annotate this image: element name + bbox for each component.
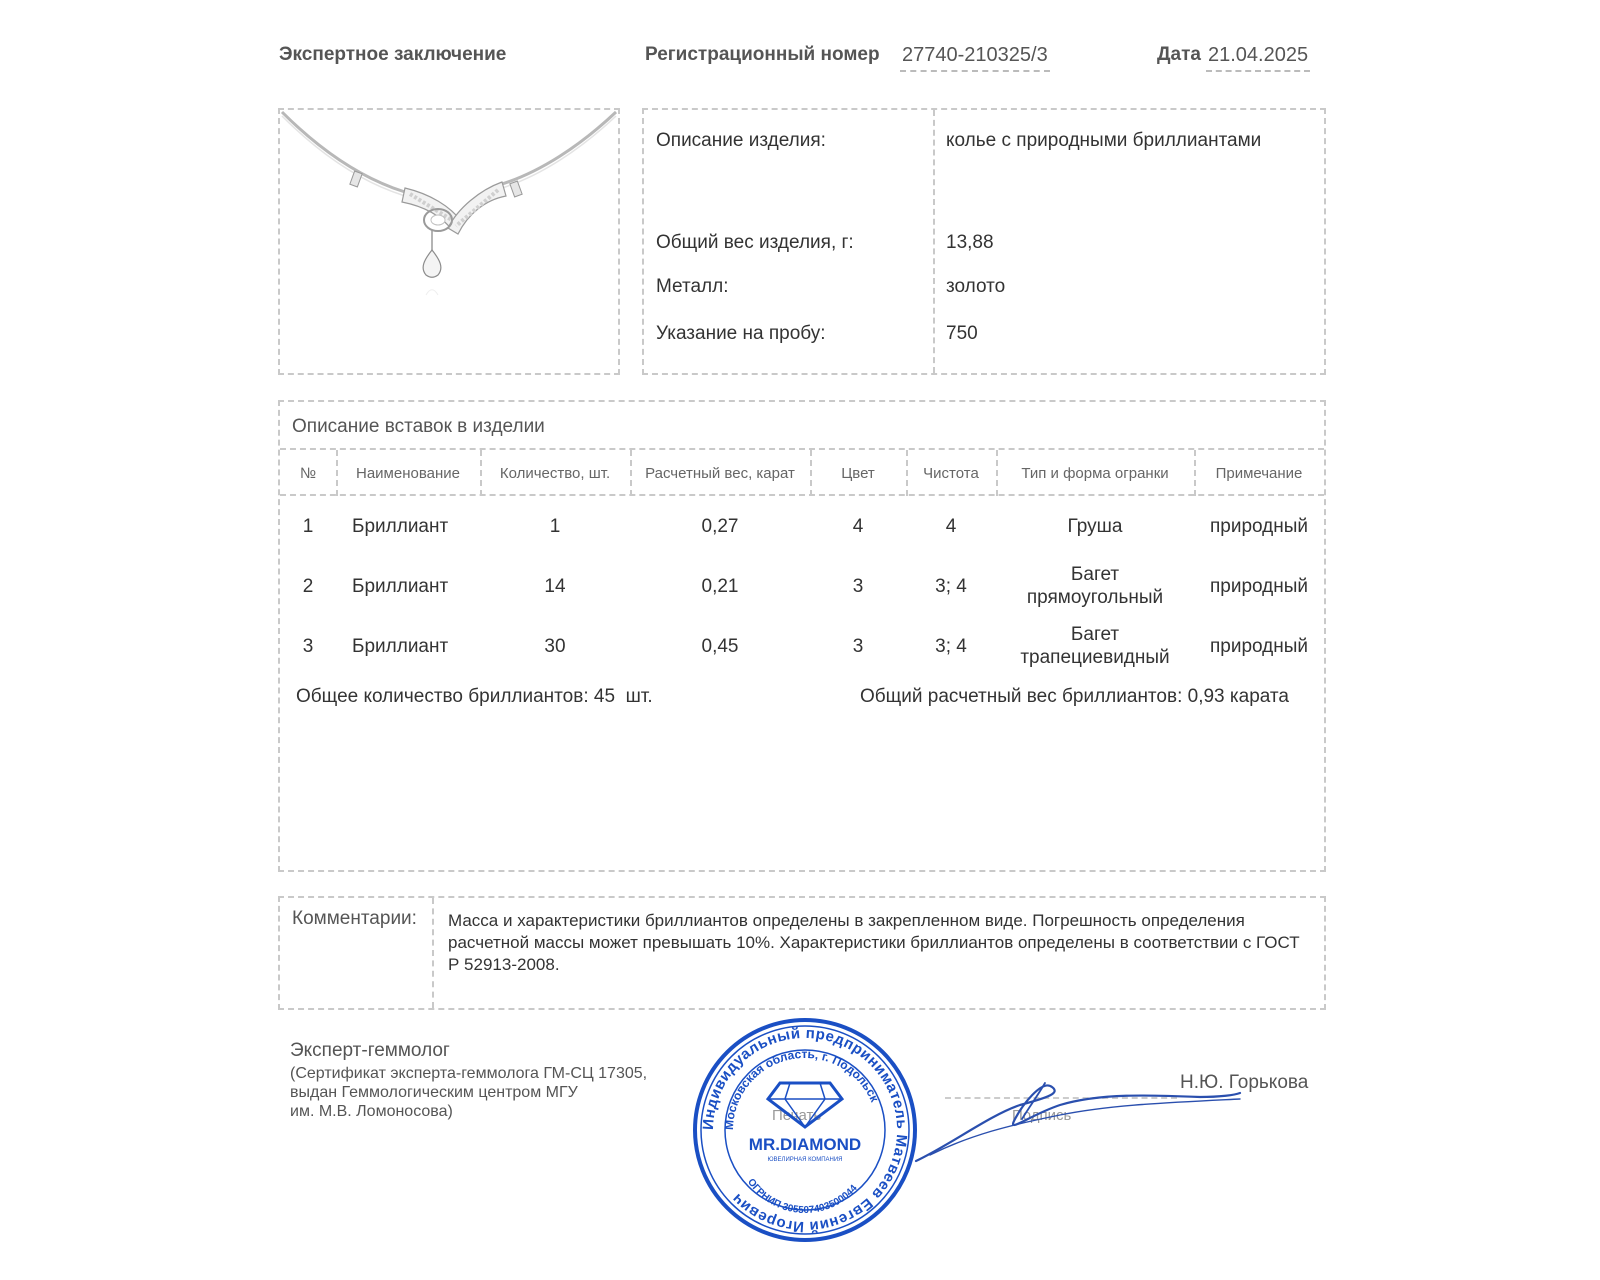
row-color: 3 bbox=[852, 575, 864, 597]
row-cut-line1: Груша bbox=[1067, 515, 1123, 537]
seal-inner-text: Московская область, г. Подольск bbox=[721, 1046, 882, 1131]
row-cut-line2: трапециевидный bbox=[1020, 647, 1170, 668]
reg-number-value: 27740-210325/3 bbox=[900, 44, 1050, 72]
row-clarity: 3; 4 bbox=[935, 635, 967, 657]
product-hallmark-label: Указание на пробу: bbox=[656, 323, 826, 344]
seal-outer-text: Индивидуальный предприниматель Матвеев Евгений Игоревич bbox=[699, 1024, 911, 1236]
comments-box bbox=[278, 896, 1326, 1010]
reg-number-label: Регистрационный номер bbox=[645, 44, 880, 65]
comments-divider bbox=[432, 898, 434, 1008]
seal-brand-sub: ЮВЕЛИРНАЯ КОМПАНИЯ bbox=[767, 1157, 843, 1163]
necklace-image bbox=[280, 110, 618, 373]
column-header-number: № bbox=[299, 464, 317, 482]
date-label: Дата bbox=[1157, 44, 1201, 65]
total-count: Общее количество бриллиантов: 45 шт. bbox=[296, 686, 653, 707]
document-title: Экспертное заключение bbox=[279, 44, 507, 65]
inserts-box bbox=[278, 400, 1326, 872]
table-row bbox=[280, 616, 1330, 676]
expert-name: Н.Ю. Горькова bbox=[1180, 1072, 1309, 1093]
row-quantity: 30 bbox=[544, 635, 566, 657]
row-name: Бриллиант bbox=[352, 635, 449, 657]
row-cut-line1: Багет bbox=[1070, 624, 1120, 645]
company-seal bbox=[690, 1015, 920, 1245]
row-cut bbox=[996, 616, 1194, 676]
row-cut-line1: Багет bbox=[1070, 564, 1120, 585]
row-name: Бриллиант bbox=[352, 515, 449, 537]
total-weight: Общий расчетный вес бриллиантов: 0,93 карата bbox=[860, 686, 1289, 707]
row-weight: 0,45 bbox=[701, 635, 739, 657]
product-details-divider bbox=[933, 110, 935, 373]
row-weight: 0,27 bbox=[701, 515, 739, 537]
product-metal-value: золото bbox=[946, 276, 1006, 297]
row-clarity: 4 bbox=[945, 515, 957, 537]
seal-brand: MR.DIAMOND bbox=[748, 1135, 862, 1154]
diamond-logo-icon bbox=[768, 1083, 842, 1127]
product-description-value: колье с природными бриллиантами bbox=[946, 130, 1262, 151]
row-note: природный bbox=[1209, 575, 1309, 597]
column-header-note: Примечание bbox=[1215, 464, 1303, 482]
row-weight: 0,21 bbox=[701, 575, 739, 597]
table-row bbox=[280, 496, 1330, 556]
row-quantity: 1 bbox=[549, 515, 561, 537]
product-weight-label: Общий вес изделия, г: bbox=[656, 232, 854, 253]
comments-text: Масса и характеристики бриллиантов определены в закрепленном виде. Погрешность определения расчетной массы может превышать 10%. Характеристики бриллиантов определены в соответствии с ГОСТ Р 52913-2008. bbox=[448, 911, 1300, 974]
expert-certificate-line2: выдан Геммологическим центром МГУ bbox=[290, 1084, 578, 1101]
row-note: природный bbox=[1209, 515, 1309, 537]
column-header-weight: Расчетный вес, карат bbox=[645, 464, 795, 482]
expert-title: Эксперт-геммолог bbox=[290, 1040, 450, 1061]
column-header-quantity: Количество, шт. bbox=[499, 464, 611, 482]
row-cut bbox=[996, 496, 1194, 556]
product-description-label: Описание изделия: bbox=[656, 130, 826, 151]
column-header-cut: Тип и форма огранки bbox=[1021, 464, 1169, 482]
row-number: 1 bbox=[302, 515, 314, 537]
comments-label: Комментарии: bbox=[292, 908, 417, 929]
row-cut bbox=[996, 556, 1194, 616]
inserts-table-header bbox=[280, 448, 1324, 496]
inserts-title: Описание вставок в изделии bbox=[292, 416, 545, 437]
column-header-name: Наименование bbox=[356, 464, 460, 482]
row-color: 3 bbox=[852, 635, 864, 657]
expert-certificate-line1: (Сертификат эксперта-геммолога ГМ-СЦ 17305, bbox=[290, 1065, 648, 1082]
seal-ogrnip: ОГРНИП 305507403500044 bbox=[745, 1176, 860, 1217]
product-weight-value: 13,88 bbox=[946, 232, 994, 253]
handwritten-signature bbox=[910, 1075, 1250, 1165]
date-value: 21.04.2025 bbox=[1206, 44, 1310, 72]
row-color: 4 bbox=[852, 515, 864, 537]
product-image-box bbox=[278, 108, 620, 375]
row-name: Бриллиант bbox=[352, 575, 449, 597]
row-number: 3 bbox=[302, 635, 314, 657]
column-header-color: Цвет bbox=[841, 464, 875, 482]
row-note: природный bbox=[1209, 635, 1309, 657]
row-cut-line2: прямоугольный bbox=[1026, 587, 1164, 608]
product-hallmark-value: 750 bbox=[946, 323, 978, 344]
row-number: 2 bbox=[302, 575, 314, 597]
expert-certificate-line3: им. М.В. Ломоносова) bbox=[290, 1103, 453, 1120]
row-clarity: 3; 4 bbox=[935, 575, 967, 597]
sign-label: Подпись bbox=[1012, 1107, 1072, 1124]
table-row bbox=[280, 556, 1330, 616]
seal-label: Печать bbox=[772, 1107, 822, 1124]
product-details-box bbox=[642, 108, 1326, 375]
column-header-clarity: Чистота bbox=[923, 464, 979, 482]
product-metal-label: Металл: bbox=[656, 276, 729, 297]
row-quantity: 14 bbox=[544, 575, 566, 597]
